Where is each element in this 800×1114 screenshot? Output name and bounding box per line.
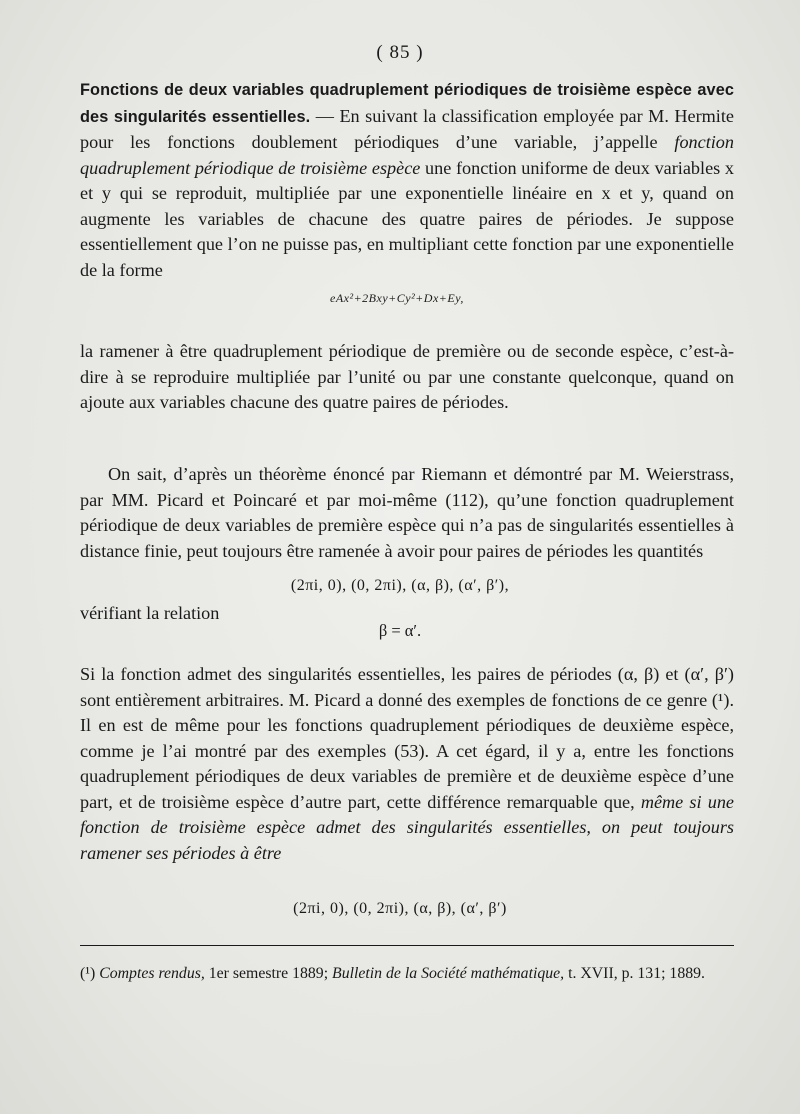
intro-text-a: — En suivant la classification employée par M. Hermite pour les fonctions doublement périodiques d’une variable, j’appelle bbox=[80, 105, 734, 152]
paragraph-singularities bbox=[80, 662, 734, 866]
relation-formula: β = α′. bbox=[378, 621, 422, 640]
footnote bbox=[80, 962, 734, 985]
verification-label: vérifiant la relation bbox=[80, 603, 220, 623]
reduction-text: la ramener à être quadruplement périodique de première ou de seconde espèce, c’est-à-dire à se reproduire multipliée par l’unité ou par une constante quelconque, quand on ajoute aux variables chacune des quatre paires de périodes. bbox=[80, 341, 734, 412]
periods-formula-1: (2πi, 0), (0, 2πi), (α, β), (α′, β′), bbox=[290, 577, 510, 594]
footnote-journal-1: Comptes rendus, bbox=[99, 965, 205, 982]
periods-formula-2: (2πi, 0), (0, 2πi), (α, β), (α′, β′) bbox=[293, 900, 507, 917]
intro-italic-term: fonction quadruplement périodique de troisième espèce bbox=[80, 132, 734, 178]
footnote-text-b: t. XVII, p. 131; 1889. bbox=[564, 965, 705, 982]
singularities-italic: même si une fonction de troisième espèce admet des singularités essentielles, on peut toujours ramener ses périodes à être bbox=[80, 791, 734, 863]
footnote-mark: (¹) bbox=[80, 965, 100, 982]
footnote-divider bbox=[80, 945, 734, 946]
paragraph-intro bbox=[80, 77, 734, 283]
footnote-text-a: 1er semestre 1889; bbox=[204, 965, 333, 982]
paragraph-reduction bbox=[80, 339, 734, 416]
singularities-text: Si la fonction admet des singularités essentielles, les paires de périodes (α, β) et (α′, β′) sont entièrement arbitraires. M. Picard a donné des exemples de fonctions de ce genre (¹). Il en est de même pour les fonctions quadruplement périodiques de deuxième espèce, comme je l’ai montré par des exemples (53). A cet égard, il y a, entre les fonctions quadruplement périodiques de deux variables de première et de deuxième espèce d’une part, et de troisième espèce d’autre part, cette différence remarquable que, bbox=[80, 664, 734, 812]
footnote-journal-2: Bulletin de la Société mathématique, bbox=[332, 965, 565, 982]
page-number: ( 85 ) bbox=[376, 42, 424, 63]
exponential-formula: eAx²+2Bxy+Cy²+Dx+Ey, bbox=[330, 291, 464, 305]
theorem-text: On sait, d’après un théorème énoncé par Riemann et démontré par M. Weierstrass, par MM. Picard et Poincaré et par moi-même (112), qu’une fonction quadruplement périodique de deux variables de première espèce qui n’a pas de singularités essentielles à distance finie, peut toujours être ramenée à avoir pour paires de périodes les quantités bbox=[80, 464, 734, 561]
section-heading: Fonctions de deux variables quadruplement périodiques de troisième espèce avec des singularités essentielles. bbox=[80, 81, 734, 126]
intro-text-b: une fonction uniforme de deux variables x et y qui se reproduit, multipliée par une exponentielle linéaire en x et y, quand on augmente les variables de chacune des quatre paires de périodes. Je suppose essentiellement que l’on ne puisse pas, en multipliant cette fonction par une exponentielle de la forme bbox=[80, 157, 735, 280]
paragraph-theorem bbox=[80, 462, 734, 564]
